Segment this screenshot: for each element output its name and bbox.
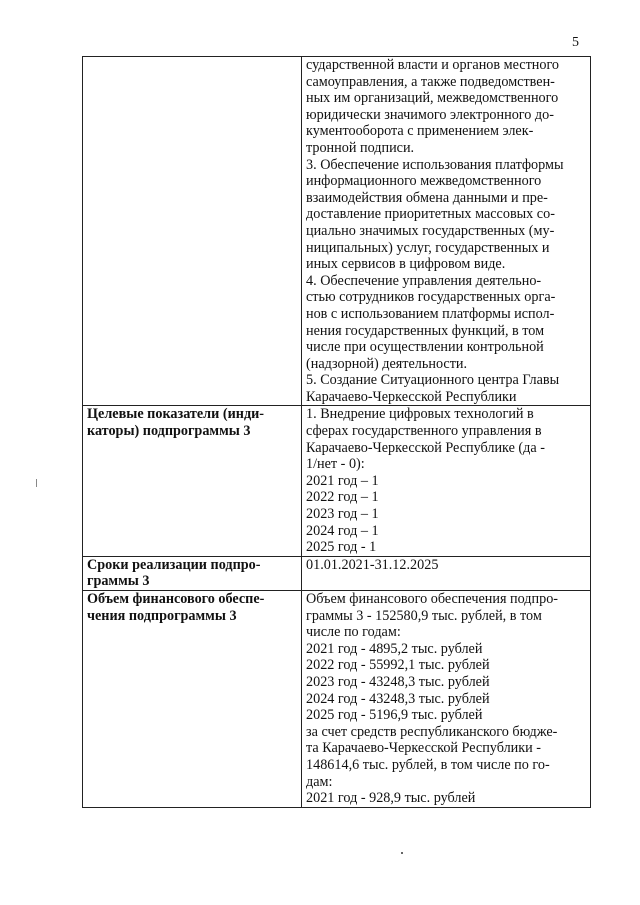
content-line: ниципальных) услуг, государственных и — [306, 239, 550, 256]
content-line: кументооборота с применением элек- — [306, 123, 534, 140]
row-content — [302, 591, 591, 808]
table-row — [83, 556, 591, 590]
content-line: 5. Создание Ситуационного центра Главы — [306, 372, 560, 389]
row-label: Сроки реализации подпро-граммы 3 — [83, 556, 302, 590]
content-line: взаимодействия обмена данными и пре- — [306, 189, 548, 206]
content-line: 2021 год - 928,9 тыс. рублей — [306, 790, 476, 807]
content-line: 2024 год - 43248,3 тыс. рублей — [306, 690, 490, 707]
row-content — [302, 556, 591, 590]
content-line: сударственной власти и органов местного — [306, 57, 560, 73]
content-line: самоуправления, а также подведомствен- — [306, 73, 555, 90]
scan-artifact — [401, 852, 403, 854]
content-line: тронной подписи. — [306, 139, 415, 156]
content-line: 2023 год - 43248,3 тыс. рублей — [306, 673, 490, 690]
content-line: граммы 3 - 152580,9 тыс. рублей, в том — [306, 607, 542, 624]
row-label: Объем финансового обеспе-чения подпрограммы 3 — [83, 591, 302, 808]
content-line: иных сервисов в цифровом виде. — [306, 256, 506, 273]
content-line: Карачаево-Черкесской Республике (да - — [306, 439, 545, 456]
content-line: информационного межведомственного — [306, 173, 542, 190]
content-line: сферах государственного управления в — [306, 423, 542, 440]
content-line: циально значимых государственных (му- — [306, 222, 555, 239]
content-line: 2021 год – 1 — [306, 472, 379, 489]
row-content — [302, 406, 591, 556]
content-line: 4. Обеспечение управления деятельно- — [306, 272, 542, 289]
content-line: 2024 год – 1 — [306, 522, 379, 539]
content-line: числе при осуществлении контрольной — [306, 339, 544, 356]
content-line: 2025 год - 1 — [306, 539, 377, 556]
content-line: 1. Внедрение цифровых технологий в — [306, 406, 534, 423]
scan-artifact — [36, 479, 37, 487]
content-line: 2022 год – 1 — [306, 489, 379, 506]
content-line: стью сотрудников государственных орга- — [306, 289, 556, 306]
content-line: (надзорной) деятельности. — [306, 355, 468, 372]
content-line: 148614,6 тыс. рублей, в том числе по го- — [306, 756, 550, 773]
row-label — [83, 57, 302, 406]
content-line: юридически значимого электронного до- — [306, 106, 554, 123]
content-line: нов с использованием платформы испол- — [306, 305, 555, 322]
table-row — [83, 591, 591, 808]
content-line: дам: — [306, 773, 333, 790]
program-passport-table — [82, 56, 591, 808]
content-line: доставление приоритетных массовых со- — [306, 206, 555, 223]
content-line: 01.01.2021-31.12.2025 — [306, 556, 439, 573]
content-line: за счет средств республиканского бюдже- — [306, 723, 558, 740]
content-line: 2022 год - 55992,1 тыс. рублей — [306, 657, 490, 674]
content-line: Объем финансового обеспечения подпро- — [306, 591, 559, 607]
table-row — [83, 57, 591, 406]
content-line: Карачаево-Черкесской Республики — [306, 388, 517, 405]
table-row — [83, 406, 591, 556]
content-line: ных им организаций, межведомственного — [306, 90, 559, 107]
row-content — [302, 57, 591, 406]
content-line: 3. Обеспечение использования платформы — [306, 156, 564, 173]
content-line: 2025 год - 5196,9 тыс. рублей — [306, 707, 483, 724]
row-label: Целевые показатели (инди-каторы) подпрограммы 3 — [83, 406, 302, 556]
content-line: 1/нет - 0): — [306, 456, 365, 473]
content-line: нения государственных функций, в том — [306, 322, 545, 339]
content-line: 2023 год – 1 — [306, 506, 379, 523]
content-line: числе по годам: — [306, 624, 401, 641]
content-line: та Карачаево-Черкесской Республики - — [306, 740, 542, 757]
page-number: 5 — [572, 35, 579, 50]
content-line: 2021 год - 4895,2 тыс. рублей — [306, 640, 483, 657]
